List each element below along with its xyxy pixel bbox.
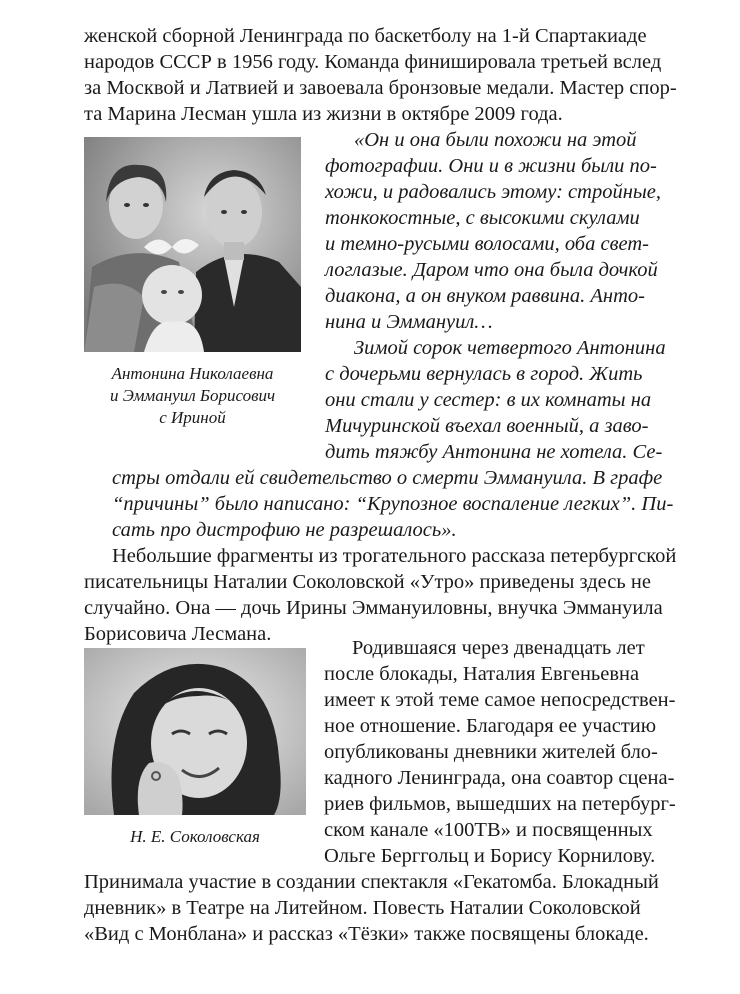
quote-line: фотографии. Они и в жизни были по- <box>325 155 657 177</box>
text-line: ском канале «100ТВ» и посвященных <box>324 819 653 841</box>
text-line: дневник» в Театре на Литейном. Повесть Наталии Соколовской <box>84 897 641 919</box>
text-line: «Вид с Монблана» и рассказ «Тёзки» также посвящены блокаде. <box>84 923 649 945</box>
quote-line: хожи, и радовались этому: стройные, <box>325 181 661 203</box>
text-line: народов СССР в 1956 году. Команда финишировала третьей вслед <box>84 51 662 73</box>
quote-line: они стали у сестер: в их комнаты на <box>325 389 652 411</box>
family-photo <box>84 137 301 352</box>
quote-line: с дочерьми вернулась в город. Жить <box>325 363 643 385</box>
quote-line: сать про дистрофию не разрешалось». <box>112 519 457 541</box>
quote-line: Мичуринской въехал военный, а заво- <box>325 415 649 437</box>
quote-line: и темно-русыми волосами, оба свет- <box>325 233 649 255</box>
photo-caption: Н. Е. Соколовская <box>130 827 260 846</box>
text-line: кадного Ленинграда, она соавтор сцена- <box>324 767 675 789</box>
text-line: писательницы Наталии Соколовской «Утро» приведены здесь не <box>84 571 651 593</box>
portrait-photo <box>84 648 306 815</box>
quote-line: тонкокостные, с высокими скулами <box>325 207 640 229</box>
text-line: случайно. Она — дочь Ирины Эммануиловны, внучка Эммануила <box>84 597 663 619</box>
text-line: имеет к этой теме самое непосредствен- <box>324 689 676 711</box>
portrait-photo-image <box>84 648 306 815</box>
family-photo-image <box>84 137 301 352</box>
text-line: после блокады, Наталия Евгеньевна <box>324 663 640 685</box>
photo-caption-line: с Ириной <box>159 408 226 427</box>
quote-line: нина и Эммануил… <box>325 311 493 333</box>
text-line: риев фильмов, вышедших на петербург- <box>324 793 676 815</box>
text-line: та Марина Лесман ушла из жизни в октябре 2009 года. <box>84 103 563 125</box>
quote-line: Зимой сорок четвертого Антонина <box>354 337 666 359</box>
quote-line: дить тяжбу Антонина не хотела. Се- <box>325 441 663 463</box>
text-line: Принимала участие в создании спектакля «Гекатомба. Блокадный <box>84 871 659 893</box>
quote-line: “причины” было написано: “Крупозное воспаление легких”. Пи- <box>112 493 674 515</box>
text-line: опубликованы дневники жителей бло- <box>324 741 658 763</box>
text-line: Небольшие фрагменты из трогательного рассказа петербургской <box>112 545 677 567</box>
text-line: женской сборной Ленинграда по баскетболу на 1-й Спартакиаде <box>84 25 647 47</box>
photo-caption-line: Антонина Николаевна <box>111 364 274 383</box>
text-line: Родившаяся через двенадцать лет <box>352 637 645 659</box>
text-line: Борисовича Лесмана. <box>84 623 272 645</box>
quote-line: стры отдали ей свидетельство о смерти Эммануила. В графе <box>112 467 663 489</box>
text-line: Ольге Берггольц и Борису Корнилову. <box>324 845 656 867</box>
text-line: ное отношение. Благодаря ее участию <box>324 715 657 737</box>
quote-line: диакона, а он внуком раввина. Анто- <box>325 285 645 307</box>
quote-line: «Он и она были похожи на этой <box>354 129 637 151</box>
text-line: за Москвой и Латвией и завоевала бронзовые медали. Мастер спор- <box>84 77 677 99</box>
photo-caption-line: и Эммануил Борисович <box>109 386 276 405</box>
quote-line: логлазые. Даром что она была дочкой <box>325 259 658 281</box>
